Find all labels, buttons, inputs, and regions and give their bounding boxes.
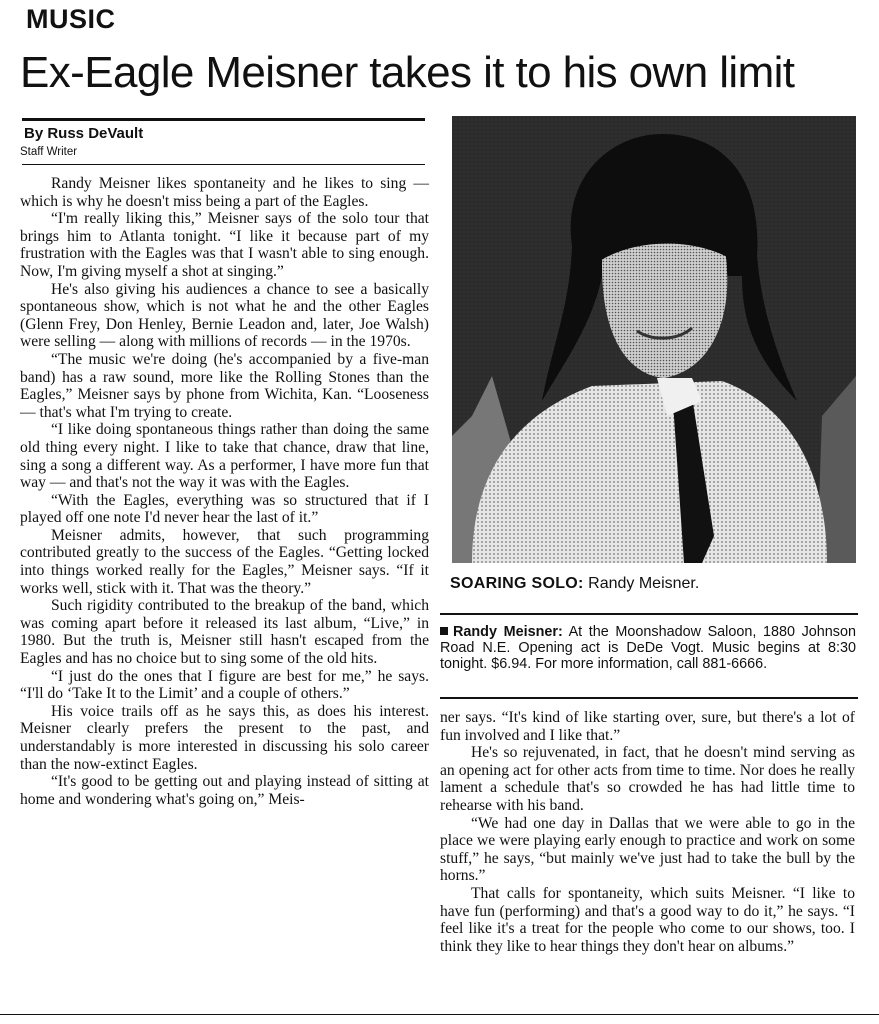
info-bottom-rule bbox=[440, 697, 858, 699]
article-column-right bbox=[440, 709, 855, 955]
paragraph: “With the Eagles, everything was so structured that if I played off one note I'd never hear the last of it.” bbox=[20, 491, 429, 527]
paragraph: He's so rejuvenated, in fact, that he doesn't mind serving as an opening act for other acts from time to time. Nor does he really lament a schedule that's so crowded he has had little time to rehearse with his band. bbox=[440, 744, 855, 814]
paragraph: “The music we're doing (he's accompanied by a five-man band) has a raw sound, more like the Rolling Stones than the Eagles,” Meisner says by phone from Wichita, Kan. “Looseness — that's what I'm trying to create. bbox=[20, 350, 429, 421]
info-top-rule bbox=[440, 613, 858, 615]
headline: Ex-Eagle Meisner takes it to his own limit bbox=[20, 48, 795, 97]
paragraph: “I just do the ones that I figure are best for me,” he says. “I'll do ‘Take It to the Limit’ and a couple of others.” bbox=[20, 667, 429, 703]
bullet-square-icon bbox=[440, 627, 448, 635]
section-label: MUSIC bbox=[26, 4, 116, 34]
byline-title: Staff Writer bbox=[20, 146, 78, 158]
byline-author: By Russ DeVault bbox=[24, 125, 144, 142]
portrait-illustration bbox=[452, 116, 856, 563]
paragraph: He's also giving his audiences a chance to see a basically spontaneous show, which is not what he and the other Eagles (Glenn Frey, Don Henley, Bernie Leadon and, later, Joe Walsh) were selling — along with millions of records — in the 1970s. bbox=[20, 280, 429, 351]
paragraph: “We had one day in Dallas that we were able to go in the place we were playing early enough to practice and work on some stuff,” he says, “but mainly we've just had to take the bull by the horns.” bbox=[440, 814, 855, 885]
photo-caption bbox=[450, 575, 699, 593]
paragraph: His voice trails off as he says this, as does his interest. Meisner clearly prefers the present to the past, and understandably is more interested in discussing his solo career than the now-extinct Eagles. bbox=[20, 702, 429, 773]
bottom-rule bbox=[0, 1014, 879, 1015]
info-box bbox=[440, 624, 856, 673]
paragraph: Such rigidity contributed to the breakup of the band, which was coming apart before it released its last album, “Live,” in 1980. But the truth is, Meisner still hasn't escaped from the Eagles and has no choice but to sing some of the old hits. bbox=[20, 597, 429, 668]
caption-lead: SOARING SOLO: bbox=[450, 575, 584, 592]
caption-text: Randy Meisner. bbox=[588, 575, 700, 592]
info-lead: Randy Meisner: bbox=[453, 624, 563, 640]
paragraph: “I like doing spontaneous things rather than doing the same old thing every night. I like to take that chance, draw that line, sing a song a different way. As a performer, I have more fun that way — and that's not the way it was with the Eagles. bbox=[20, 421, 429, 492]
byline-bottom-rule bbox=[22, 164, 425, 165]
portrait-photo bbox=[452, 116, 856, 563]
paragraph: Meisner admits, however, that such programming contributed greatly to the success of the Eagles. “Getting locked into things worked really for the Eagles,” Meisner says. “If it works well, stick with it. That was the theory.” bbox=[20, 526, 429, 597]
article-column-left bbox=[20, 175, 429, 808]
paragraph: Randy Meisner likes spontaneity and he likes to sing — which is why he doesn't miss being a part of the Eagles. bbox=[20, 175, 429, 210]
info-text: At the Moonshadow Saloon, 1880 Johnson Road N.E. Opening act is DeDe Vogt. Music begins at 8:30 tonight. $6.94. For more information, call 881-6666. bbox=[440, 624, 856, 673]
paragraph: “I'm really liking this,” Meisner says of the solo tour that brings him to Atlanta tonight. “I like it because part of my frustration with the Eagles was that I wasn't able to sing enough. Now, I'm giving myself a shot at singing.” bbox=[20, 210, 429, 280]
paragraph: ner says. “It's kind of like starting over, sure, but there's a lot of fun involved and I like that.” bbox=[440, 709, 855, 744]
paragraph: That calls for spontaneity, which suits Meisner. “I like to have fun (performing) and that's a good way to do it,” he says. “I feel like it's a treat for the people who come to our shows, too. I think they like to hear things they don't hear on albums.” bbox=[440, 884, 855, 955]
paragraph: “It's good to be getting out and playing instead of sitting at home and wondering what's going on,” Meis- bbox=[20, 773, 429, 808]
byline-top-rule bbox=[22, 118, 425, 121]
